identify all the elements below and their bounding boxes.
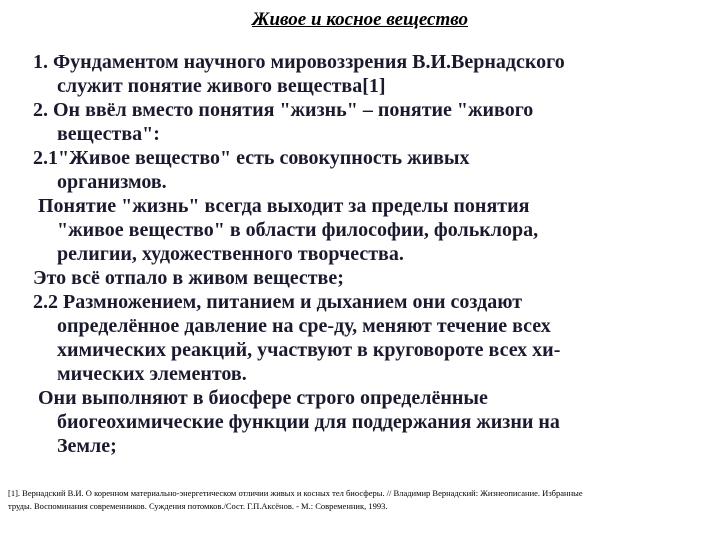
paragraph-7 <box>33 386 693 458</box>
paragraph-7-line-3: Земле; <box>57 435 117 457</box>
paragraph-3 <box>33 146 693 194</box>
paragraph-2-line-2: вещества": <box>57 123 160 145</box>
content-body <box>33 50 693 458</box>
paragraph-6-line-2: определённое давление на сре-ду, меняют течение всех <box>57 315 551 337</box>
paragraph-4-line-3: религии, художественного творчества. <box>57 243 404 265</box>
paragraph-1 <box>33 50 693 98</box>
paragraph-6-line-4: мических элементов. <box>57 363 247 385</box>
paragraph-4 <box>33 194 693 266</box>
paragraph-5-line-1: Это всё отпало в живом веществе; <box>33 267 344 289</box>
paragraph-1-line-2: служит понятие живого вещества[1] <box>57 75 386 97</box>
paragraph-5 <box>33 266 693 290</box>
paragraph-3-line-1: 2.1"Живое вещество" есть совокупность живых <box>33 147 470 169</box>
paragraph-6-line-3: химических реакций, участвуют в круговороте всех хи- <box>57 339 561 361</box>
paragraph-4-line-2: "живое вещество" в области философии, фольклора, <box>57 219 539 241</box>
page-title: Живое и косное вещество <box>252 9 468 30</box>
footnote-line-2: труды. Воспоминания современников. Суждения потомков./Сост. Г.П.Аксёнов. - М.: Современник, 1993. <box>8 501 388 511</box>
paragraph-6 <box>33 290 693 386</box>
paragraph-3-line-2: организмов. <box>57 171 167 193</box>
paragraph-7-line-1: Они выполняют в биосфере строго определённые <box>33 387 488 409</box>
paragraph-4-line-1: Понятие "жизнь" всегда выходит за пределы понятия <box>33 195 530 217</box>
paragraph-2-line-1: 2. Он ввёл вместо понятия "жизнь" – понятие "живого <box>33 99 534 121</box>
paragraph-1-line-1: 1. Фундаментом научного мировоззрения В.И.Вернадского <box>33 51 565 73</box>
footnote <box>8 487 714 513</box>
footnote-line-1: [1]. Вернадский В.И. О коренном материально-энергетическом отличии живых и косных тел биосферы. // Владимир Вернадский: Жизнеописание. Избранные <box>8 488 583 498</box>
paragraph-7-line-2: биогеохимические функции для поддержания жизни на <box>57 411 560 433</box>
paragraph-6-line-1: 2.2 Размножением, питанием и дыханием они создают <box>33 291 523 313</box>
paragraph-2 <box>33 98 693 146</box>
